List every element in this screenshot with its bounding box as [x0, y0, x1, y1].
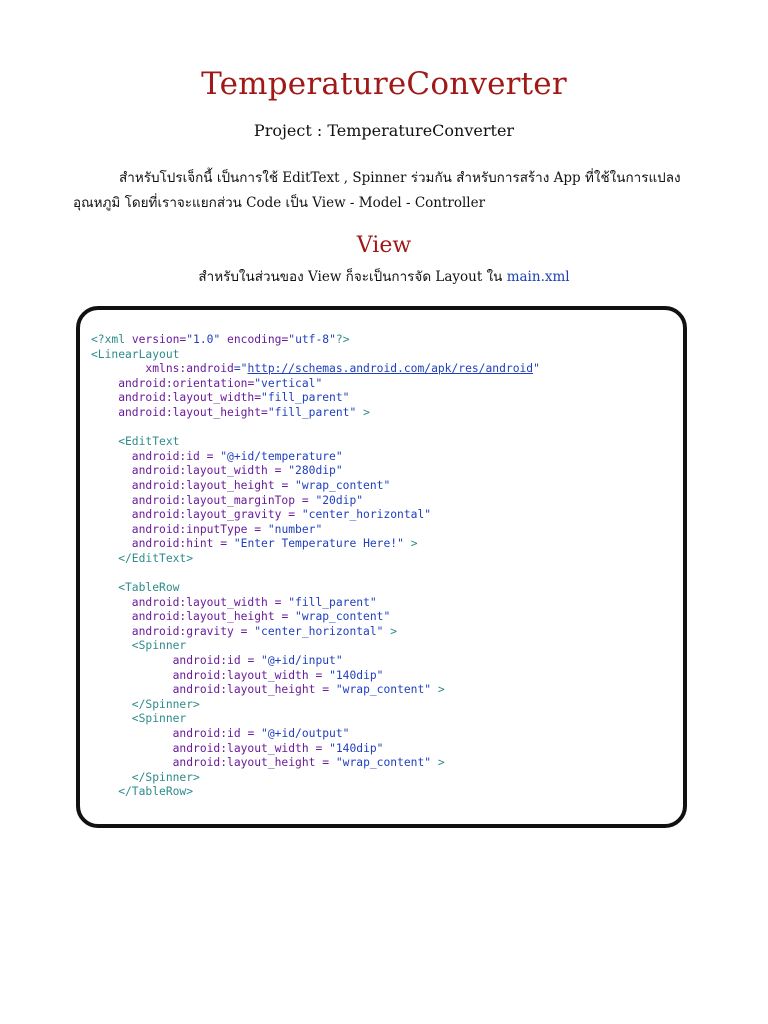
code-token: "Enter Temperature Here!" [233, 537, 404, 551]
code-token: android:inputType [91, 522, 248, 536]
code-token: = [240, 727, 262, 741]
code-token: android:layout_gravity [91, 508, 282, 522]
code-token: "center_horizontal" [301, 508, 432, 522]
code-token: = [315, 683, 336, 697]
code-line [91, 552, 540, 567]
code-token: </Spinner> [91, 697, 200, 711]
project-subtitle: Project : TemperatureConverter [253, 121, 515, 140]
code-token: "fill_parent" [267, 405, 357, 419]
code-token: "utf-8" [288, 333, 336, 346]
code-token: "vertical" [254, 376, 323, 390]
code-token: android:hint [91, 537, 214, 551]
code-token: ?> [335, 333, 350, 346]
code-line [91, 771, 540, 786]
schema-url-link[interactable]: http://schemas.android.com/apk/res/android [247, 362, 534, 376]
code-token: "fill_parent" [288, 595, 377, 609]
view-desc-text: สำหรับในส่วนของ View ก็จะเป็นการจัด Layout ใน [198, 269, 507, 285]
code-line [91, 348, 540, 363]
view-section-heading: View [356, 233, 412, 258]
code-line [91, 727, 540, 742]
code-line [91, 683, 540, 698]
code-token: = [308, 668, 330, 682]
code-token: android:layout_height [91, 756, 316, 770]
code-token: android:id [91, 449, 200, 463]
code-token: = [295, 493, 316, 507]
code-token: =" [233, 362, 248, 376]
code-token: android:id [91, 654, 241, 668]
code-token: android:layout_height [91, 683, 316, 697]
code-token: android:orientation [91, 376, 248, 390]
code-token: = [274, 478, 296, 492]
code-token: = [281, 333, 289, 346]
code-token: = [254, 391, 262, 405]
code-line [91, 479, 540, 494]
code-token: android:layout_width [91, 464, 268, 478]
code-token: android:layout_width [91, 741, 309, 755]
code-token: = [274, 610, 296, 624]
code-line [91, 712, 540, 727]
code-line [91, 391, 540, 406]
code-token: android:layout_width [91, 391, 255, 405]
code-line [91, 406, 540, 421]
code-line [91, 567, 540, 582]
code-token: > [383, 624, 398, 638]
code-token: </TableRow> [91, 785, 194, 799]
code-token: "wrap_content" [295, 478, 391, 492]
code-token: > [403, 537, 418, 551]
code-token: <TableRow [91, 581, 180, 595]
code-line [91, 610, 540, 625]
code-token: "center_horizontal" [254, 624, 384, 638]
code-line [91, 421, 540, 436]
code-token: </Spinner> [91, 770, 200, 784]
code-line [91, 494, 540, 509]
code-token: <LinearLayout [91, 347, 180, 361]
code-line [91, 362, 540, 377]
code-token: = [179, 333, 187, 346]
code-token: android:layout_height [91, 405, 262, 419]
code-token: <Spinner [91, 639, 187, 653]
code-token: android:gravity [91, 624, 234, 638]
code-line [91, 785, 540, 800]
code-token: = [267, 464, 289, 478]
code-token: = [267, 595, 289, 609]
code-token: "wrap_content" [295, 610, 391, 624]
code-token: android:layout_height [91, 610, 275, 624]
code-token: = [213, 537, 234, 551]
view-section-description [0, 265, 768, 287]
code-token: "fill_parent" [261, 391, 350, 405]
code-line [91, 756, 540, 771]
xml-code-block [91, 333, 540, 800]
code-token: > [431, 756, 445, 770]
code-token: = [261, 405, 268, 419]
code-token: "@+id/input" [261, 654, 343, 668]
code-line [91, 639, 540, 654]
code-token: "wrap_content" [335, 683, 432, 697]
code-line [91, 435, 540, 450]
code-line [91, 523, 540, 538]
main-xml-link[interactable]: main.xml [506, 269, 570, 285]
intro-line-2: อุณหภูมิ โดยที่เราจะแยกส่วน Code เป็น View - Model - Controller [73, 195, 486, 211]
code-token: android:layout_width [91, 595, 268, 609]
code-token: android:layout_marginTop [91, 493, 296, 507]
code-token: "@+id/output" [261, 727, 350, 741]
page-title: TemperatureConverter [201, 66, 567, 102]
code-token: android:layout_width [91, 668, 309, 682]
intro-paragraph [73, 166, 695, 216]
code-line [91, 537, 540, 552]
code-token: > [356, 405, 370, 419]
code-token: <EditText [91, 435, 180, 449]
code-token: android:id [91, 727, 241, 741]
code-token: "20dip" [315, 493, 364, 507]
code-token: = [281, 508, 302, 522]
code-token: <Spinner [91, 712, 187, 726]
code-line [91, 464, 540, 479]
code-line [91, 669, 540, 684]
code-token: " [533, 362, 540, 376]
code-token: "140dip" [329, 741, 384, 755]
code-line [91, 698, 540, 713]
code-line [91, 508, 540, 523]
code-line [91, 625, 540, 640]
code-token: "1.0" [186, 333, 221, 346]
code-token: = [308, 741, 330, 755]
code-token: xmlns:android [91, 362, 234, 376]
code-token: "number" [267, 522, 323, 536]
code-line [91, 377, 540, 392]
code-token: "wrap_content" [335, 756, 432, 770]
code-token: = [233, 624, 255, 638]
code-line [91, 596, 540, 611]
code-line [91, 742, 540, 757]
code-token: = [247, 522, 268, 536]
code-token: = [247, 376, 255, 390]
code-token: "@+id/temperature" [220, 449, 343, 463]
code-token: "280dip" [288, 464, 343, 478]
intro-line-1: สำหรับโปรเจ็กนี้ เป็นการใช้ EditText , Spinner ร่วมกัน สำหรับการสร้าง App ที่ใช้ในการแปลง [119, 170, 681, 186]
code-token: </EditText> [91, 551, 194, 565]
code-token: = [315, 756, 336, 770]
code-token: android:layout_height [91, 478, 275, 492]
code-line [91, 581, 540, 596]
code-token: > [431, 683, 445, 697]
code-token: "140dip" [329, 668, 384, 682]
code-line [91, 333, 540, 348]
code-token: version [131, 333, 180, 346]
code-line [91, 450, 540, 465]
code-token: = [199, 449, 221, 463]
code-token: encoding [220, 333, 282, 346]
code-token: <?xml [91, 333, 132, 346]
code-token: = [240, 654, 262, 668]
code-line [91, 654, 540, 669]
